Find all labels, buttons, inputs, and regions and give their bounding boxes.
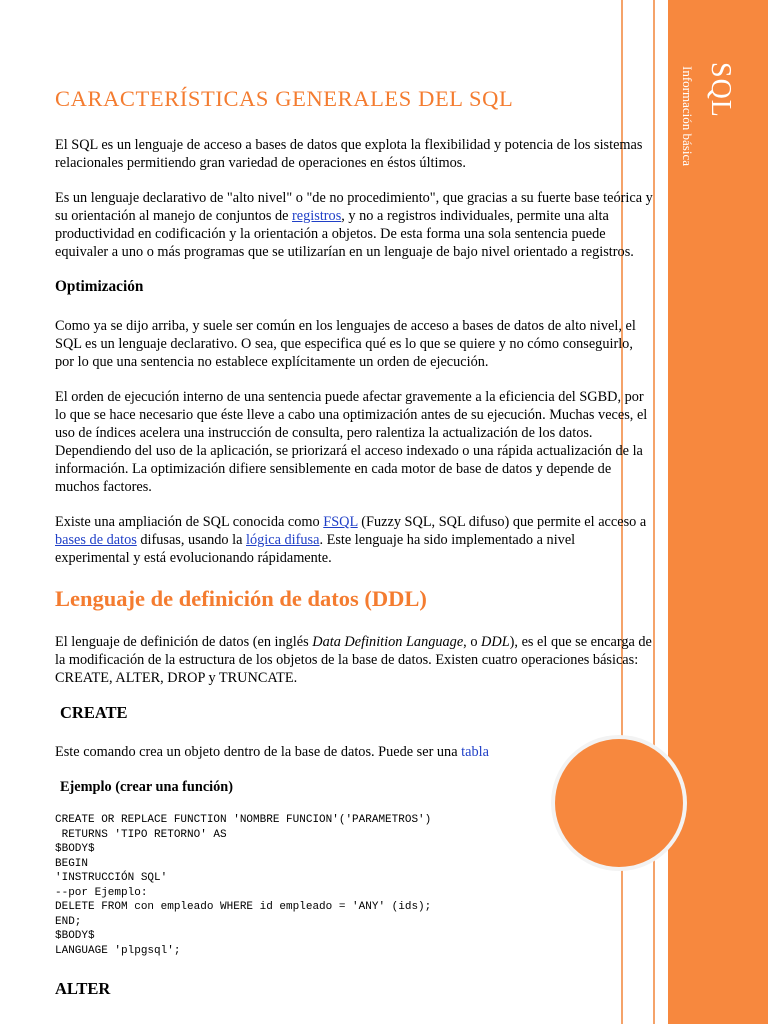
page-title: CARACTERÍSTICAS GENERALES DEL SQL xyxy=(55,86,514,111)
text: Es un lenguaje declarativo de "alto nivel" o "de no procedimiento", que gracias a su fuerte base teórica y su orientación al manejo de conjuntos de xyxy=(55,190,653,224)
sidebar-subtitle: Información básica xyxy=(680,66,695,166)
text: ), es el que se encarga de la modificación de la estructura de los objetos de la base de datos. Existen cuatro operaciones básicas: CREATE, ALTER, DROP y TRUNCATE. xyxy=(55,634,652,686)
alter-heading: ALTER xyxy=(55,979,111,998)
declarative-paragraph xyxy=(55,189,653,261)
text: Este comando crea un objeto dentro de la base de datos. Puede ser una xyxy=(55,744,462,760)
create-heading: CREATE xyxy=(60,703,128,722)
decorative-line-2 xyxy=(653,0,655,1024)
code-block: CREATE OR REPLACE FUNCTION 'NOMBRE FUNCION'('PARAMETROS') RETURNS 'TIPO RETORNO' AS $BODY$ BEGIN 'INSTRUCCIÓN SQL' --por Ejemplo: DELETE FROM con empleado WHERE id empleado = 'ANY' (ids); END; $BODY$ LANGUAGE 'plpgsql'; xyxy=(55,814,432,957)
text: . Este lenguaje ha sido implementado a nivel experimental y está evolucionando rápidamente. xyxy=(55,532,576,566)
bases-de-datos-link[interactable]: bases de datos xyxy=(55,532,137,548)
ddl-paragraph xyxy=(55,633,653,687)
optimization-heading: Optimización xyxy=(55,278,144,295)
text: DDL xyxy=(481,634,510,650)
text: Existe una ampliación de SQL conocida como xyxy=(55,514,324,530)
logica-difusa-link[interactable]: lógica difusa xyxy=(246,532,320,548)
ddl-heading: Lenguaje de definición de datos (DDL) xyxy=(55,586,427,611)
document-body xyxy=(55,84,653,1019)
fsql-paragraph xyxy=(55,513,653,567)
text: Data Definition Language xyxy=(312,634,464,650)
registros-link[interactable]: registros xyxy=(292,208,342,224)
example-heading: Ejemplo (crear una función) xyxy=(60,779,234,795)
tabla-link[interactable]: tabla xyxy=(461,744,489,760)
fsql-link[interactable]: FSQL xyxy=(323,514,358,530)
create-paragraph xyxy=(55,743,653,761)
intro-paragraph: El SQL es un lenguaje de acceso a bases de datos que explota la flexibilidad y potencia de los sistemas relacionales permitiendo gran variedad de operaciones en éstos últimos. xyxy=(55,137,643,171)
text: (Fuzzy SQL, SQL difuso) que permite el acceso a xyxy=(357,514,647,530)
text: difusas, usando la xyxy=(136,532,246,548)
text: , y no a registros individuales, permite una alta productividad en codificación y la orientación a objetos. De esta forma una sola sentencia puede equivaler a uno o más programas que se utilizarían en un lenguaje de bajo nivel orientado a registros. xyxy=(55,208,634,260)
text: El lenguaje de definición de datos (en inglés xyxy=(55,634,313,650)
text: , o xyxy=(463,634,482,650)
optimization-paragraph-1: Como ya se dijo arriba, y suele ser común en los lenguajes de acceso a bases de datos de alto nivel, el SQL es un lenguaje declarativo. O sea, que especifica qué es lo que se quiere y no cómo conseguirlo, por lo que una sentencia no establece explícitamente un orden de ejecución. xyxy=(55,318,636,370)
optimization-paragraph-2: El orden de ejecución interno de una sentencia puede afectar gravemente a la eficiencia del SGBD, por lo que se hace necesario que éste lleve a cabo una optimización antes de su ejecución. Muchas veces, el uso de índices acelera una instrucción de consulta, pero ralentiza la actualización de los datos. Dependiendo del uso de la aplicación, se priorizará el acceso indexado o una rápida actualización de la información. La optimización difiere sensiblemente en cada motor de base de datos y depende de muchos factores. xyxy=(55,389,648,495)
sidebar-title: SQL xyxy=(705,62,736,118)
